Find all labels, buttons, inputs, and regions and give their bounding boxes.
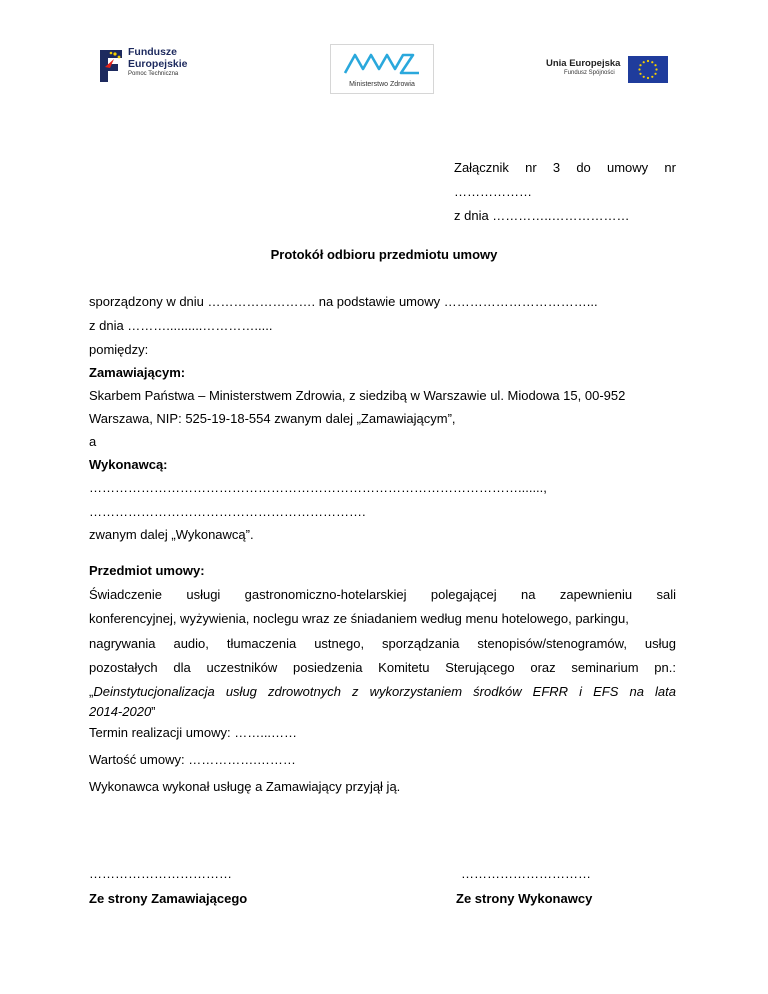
zamawiajacy-address-line1: Skarbem Państwa – Ministerstwem Zdrowia, z siedzibą w Warszawie ul. Miodowa 15, 00-952 [89, 388, 626, 403]
subject-line4: pozostałych dla uczestników posiedzenia Komitetu Sterującego oraz seminarium pn.: [89, 660, 676, 675]
signature-label-right: Ze strony Wykonawcy [456, 891, 593, 906]
attachment-word: nr [525, 160, 537, 175]
ue-title: Unia Europejska [546, 58, 621, 69]
subject-line2: konferencyjnej, wyżywienia, noclegu wraz ze śniadaniem według menu hotelowego, parkingu, [89, 611, 629, 626]
fundusze-text [128, 46, 188, 70]
acceptance-statement: Wykonawca wykonał usługę a Zamawiający przyjął ją. [89, 779, 401, 794]
attachment-date: z dnia …………..……………… [454, 208, 630, 223]
ministerstwo-zdrowia-emblem-icon [331, 45, 433, 79]
conjunction-a: a [89, 434, 97, 449]
fundusze-line2: Europejskie [128, 58, 188, 70]
signature-label-left: Ze strony Zamawiającego [89, 891, 248, 906]
subject-line3: nagrywania audio, tłumaczenia ustnego, sporządzania stenopisów/stenogramów, usług [89, 636, 676, 651]
seminar-title-part2: 2014-2020 [89, 704, 152, 719]
attachment-word: do [576, 160, 591, 175]
fundusze-europejskie-logo [96, 44, 196, 88]
contract-date-line: z dnia ………..........…………..... [89, 318, 273, 333]
fundusze-europejskie-emblem-icon [96, 44, 126, 86]
ministerstwo-label: Ministerstwo Zdrowia [349, 81, 415, 88]
document-title: Protokół odbioru przedmiotu umowy [270, 247, 498, 262]
seminar-title-part1: Deinstytucjonalizacja usług zdrowotnych z wykorzystaniem środków EFRR i EFS na lata [93, 684, 676, 699]
wykonawca-label: Wykonawcą: [89, 457, 168, 472]
zamawiajacy-address-line2: Warszawa, NIP: 525-19-18-554 zwanym dalej „Zamawiającym”, [89, 411, 456, 426]
fundusze-subtitle: Pomoc Techniczna [128, 71, 179, 77]
subject-line6 [89, 704, 156, 720]
closing-quote: ” [151, 704, 156, 719]
ue-subtitle: Fundusz Spójności [564, 70, 615, 76]
attachment-word: nr [664, 160, 676, 175]
signature-line-left: …………………………… [89, 866, 232, 881]
subject-line1: Świadczenie usługi gastronomiczno-hotelarskiej polegającej na zapewnieniu sali [89, 587, 676, 602]
subject-label: Przedmiot umowy: [89, 563, 205, 578]
between-label: pomiędzy: [89, 342, 149, 357]
wykonawca-named: zwanym dalej „Wykonawcą”. [89, 527, 254, 542]
opening-quote: „ [89, 684, 94, 699]
wykonawca-placeholder-line2: ………………………………………………………. [89, 504, 366, 519]
deadline-line: Termin realizacji umowy: ……...…… [89, 725, 298, 740]
eu-flag-icon [628, 56, 668, 83]
attachment-header [454, 160, 676, 176]
zamawiajacy-label: Zamawiającym: [89, 365, 186, 380]
ministerstwo-zdrowia-logo [330, 44, 434, 94]
logo-bar [0, 40, 768, 100]
attachment-word: Załącznik [454, 160, 509, 175]
fundusze-line1: Fundusze [128, 46, 177, 58]
signature-line-right: ………………………… [461, 866, 591, 881]
protocol-date-line: sporządzony w dniu ……………………. na podstawie umowy ……………………………... [89, 294, 598, 309]
attachment-word: 3 [552, 160, 561, 175]
attachment-word: umowy [607, 160, 649, 175]
value-line: Wartość umowy: …………….……… [89, 752, 296, 767]
attachment-number-placeholder: ……………… [454, 184, 532, 199]
wykonawca-placeholder-line1: ………………………………………………………………………………………......., [89, 480, 547, 495]
subject-line5 [89, 684, 676, 700]
